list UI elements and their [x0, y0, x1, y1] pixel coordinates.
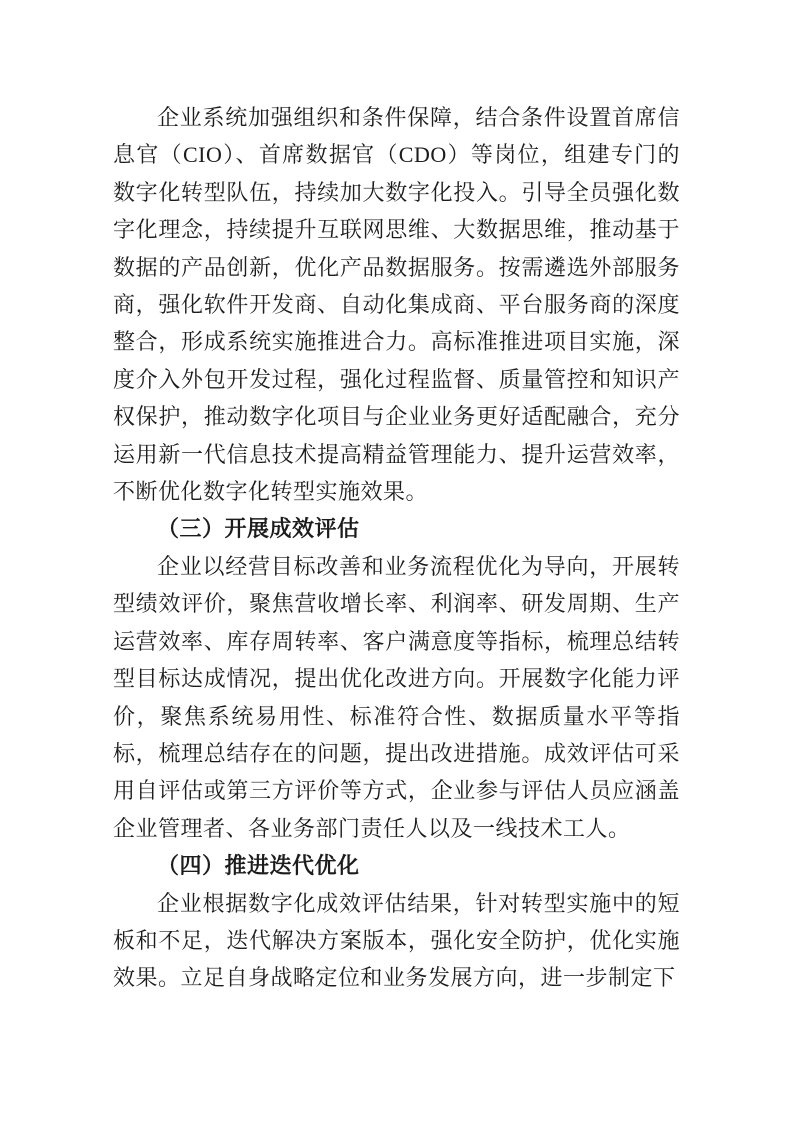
heading-section-3-effect-evaluation: （三）开展成效评估 — [157, 516, 360, 542]
paragraph-effect-evaluation: 企业以经营目标改善和业务流程优化为导向，开展转型绩效评价，聚焦营收增长率、利润率、研发周期、生产运营效率、库存周转率、客户满意度等指标，梳理总结转型目标达成情况，提出优化改进方向。开展数字化能力评价，聚焦系统易用性、标准符合性、数据质量水平等指标，梳理总结存在的问题，提出改进措施。成效评估可采用自评估或第三方评价等方式，企业参与评估人员应涵盖企业管理者、各业务部门责任人以及一线技术工人。 — [113, 553, 680, 841]
paragraph-organization-safeguards: 企业系统加强组织和条件保障，结合条件设置首席信息官（CIO）、首席数据官（CDO）等岗位，组建专门的数字化转型队伍，持续加大数字化投入。引导全员强化数字化理念，持续提升互联网思维、大数据思维，推动基于数据的产品创新，优化产品数据服务。按需遴选外部服务商，强化软件开发商、自动化集成商、平台服务商的深度整合，形成系统实施推进合力。高标准推进项目实施，深度介入外包开发过程，强化过程监督、质量管控和知识产权保护，推动数字化项目与企业业务更好适配融合，充分运用新一代信息技术提高精益管理能力、提升运营效率，不断优化数字化转型实施效果。 — [113, 105, 680, 505]
document-content — [113, 99, 680, 997]
paragraph-iterative-optimization: 企业根据数字化成效评估结果，针对转型实施中的短板和不足，迭代解决方案版本，强化安全防护，优化实施效果。立足自身战略定位和业务发展方向，进一步制定下 — [113, 890, 680, 991]
heading-section-4-iterative-optimization: （四）推进迭代优化 — [157, 853, 360, 879]
